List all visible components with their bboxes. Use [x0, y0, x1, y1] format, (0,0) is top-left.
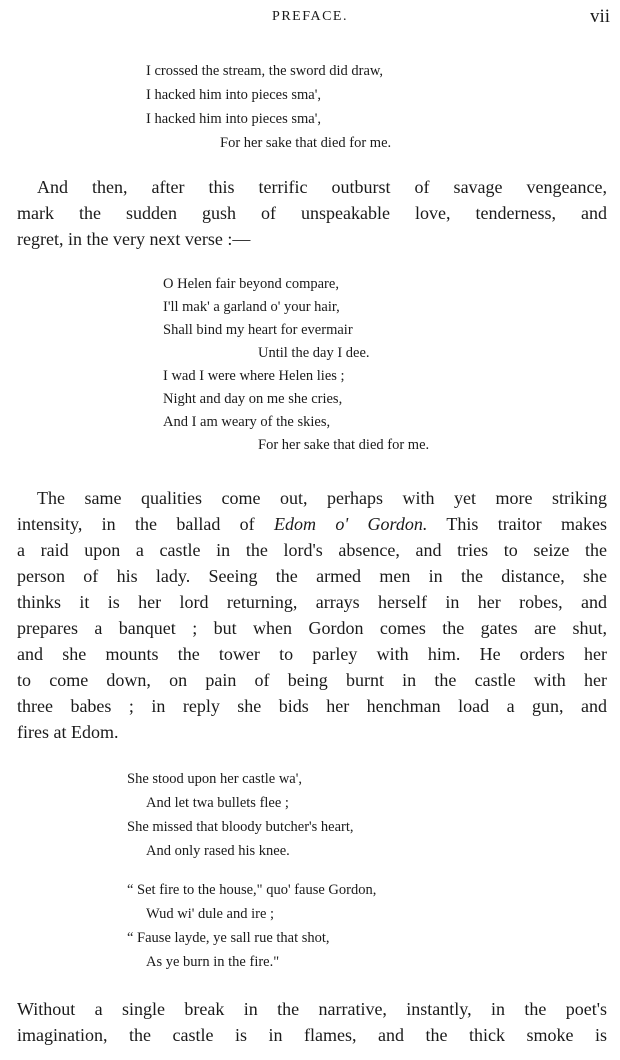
ballad-title: Edom o' Gordon. [273, 514, 428, 534]
verse-line: I'll mak' a garland o' your hair, [163, 299, 340, 315]
prose-line: fires at Edom. [17, 722, 119, 742]
verse-line: As ye burn in the fire." [146, 954, 280, 970]
verse-line: “ Set fire to the house," quo' fause Gordon, [127, 882, 377, 898]
prose-line: and she mounts the tower to parley with him. He orders her [17, 644, 607, 664]
verse-line: I crossed the stream, the sword did draw, [146, 63, 384, 79]
prose-line: three babes ; in reply she bids her henchman load a gun, and [17, 696, 607, 716]
prose-line: thinks it is her lord returning, arrays herself in her robes, and [17, 592, 607, 612]
running-header-title: PREFACE. [272, 9, 348, 24]
verse-line: Until the day I dee. [258, 345, 370, 361]
verse-line: Wud wi' dule and ire ; [146, 906, 275, 922]
verse-line: For her sake that died for me. [220, 135, 392, 151]
verse-line: I hacked him into pieces sma', [146, 87, 321, 103]
verse-line: She missed that bloody butcher's heart, [127, 819, 354, 835]
prose-line: And then, after this terrific outburst of savage vengeance, [37, 177, 607, 197]
verse-line: For her sake that died for me. [258, 437, 430, 453]
verse-line: I hacked him into pieces sma', [146, 111, 321, 127]
prose-line: regret, in the very next verse :— [17, 229, 251, 249]
verse-line: And I am weary of the skies, [163, 414, 331, 430]
verse-line: O Helen fair beyond compare, [163, 276, 339, 292]
verse-line: Night and day on me she cries, [163, 391, 343, 407]
prose-line-with-title [17, 511, 607, 537]
prose-text: intensity, in the ballad of [17, 514, 274, 534]
prose-line: The same qualities come out, perhaps with yet more striking [37, 488, 607, 508]
verse-line: “ Fause layde, ye sall rue that shot, [127, 930, 330, 946]
verse-line: And only rased his knee. [146, 843, 290, 859]
prose-line: Without a single break in the narrative, instantly, in the poet's [17, 999, 607, 1019]
verse-line: Shall bind my heart for evermair [163, 322, 353, 338]
prose-line: to come down, on pain of being burnt in the castle with her [17, 670, 607, 690]
verse-line: I wad I were where Helen lies ; [163, 368, 345, 384]
prose-text: This traitor makes [427, 514, 607, 534]
prose-line: mark the sudden gush of unspeakable love, tenderness, and [17, 203, 607, 223]
prose-line: person of his lady. Seeing the armed men in the distance, she [17, 566, 607, 586]
page-number: vii [589, 6, 610, 27]
prose-line: prepares a banquet ; but when Gordon comes the gates are shut, [17, 618, 607, 638]
prose-line: a raid upon a castle in the lord's absence, and tries to seize the [17, 540, 607, 560]
verse-line: She stood upon her castle wa', [127, 771, 302, 787]
prose-line: imagination, the castle is in flames, and the thick smoke is [17, 1025, 607, 1045]
verse-line: And let twa bullets flee ; [146, 795, 289, 811]
